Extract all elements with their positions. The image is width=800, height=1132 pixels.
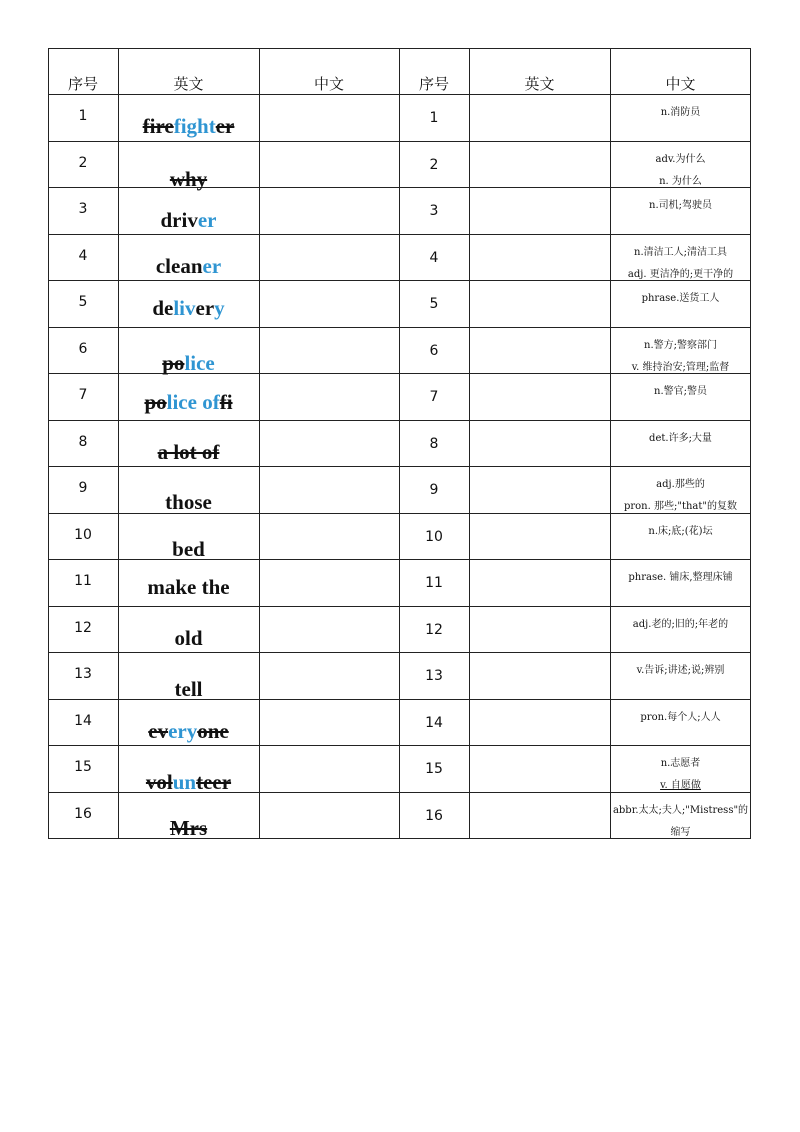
word-segment: teer xyxy=(196,770,232,794)
row-number-left: 9 xyxy=(78,479,88,496)
word-segment: old xyxy=(174,626,203,650)
definition-cell xyxy=(610,381,751,403)
header-left-english: 英文 xyxy=(173,74,204,93)
word-segment: er xyxy=(202,254,222,278)
definition-text: n. 为什么 xyxy=(659,176,702,187)
row-number-right: 13 xyxy=(425,667,443,684)
word-segment: fight xyxy=(173,114,216,138)
definition-text: v.告诉;讲述;说;辨别 xyxy=(636,665,725,676)
english-word xyxy=(118,536,259,562)
word-segment: ery xyxy=(168,719,198,743)
english-word xyxy=(118,389,259,415)
word-segment: er xyxy=(215,114,235,138)
word-segment: those xyxy=(165,490,212,514)
row-number-left: 7 xyxy=(78,386,88,403)
row-number-right: 16 xyxy=(425,807,443,824)
definition-cell xyxy=(610,195,751,217)
word-segment: bed xyxy=(172,537,205,561)
definition-text: phrase. 铺床,整理床铺 xyxy=(628,572,733,583)
word-segment: po xyxy=(162,351,185,375)
english-word xyxy=(118,350,259,376)
row-number-right: 6 xyxy=(429,342,439,359)
definition-text: adv.为什么 xyxy=(655,154,706,165)
definition-cell xyxy=(610,614,751,636)
header-right-number: 序号 xyxy=(418,74,449,93)
definition-cell xyxy=(610,335,751,379)
definition-text: phrase.送货工人 xyxy=(641,293,720,304)
row-number-left: 3 xyxy=(78,200,88,217)
english-word xyxy=(118,489,259,515)
definition-cell xyxy=(610,474,751,518)
word-segment: y xyxy=(214,296,225,320)
row-number-right: 2 xyxy=(429,156,439,173)
row-number-right: 15 xyxy=(425,760,443,777)
word-segment: er xyxy=(197,208,217,232)
word-segment: a lot of xyxy=(157,440,220,464)
row-number-left: 14 xyxy=(74,712,92,729)
row-number-left: 4 xyxy=(78,247,88,264)
english-word xyxy=(118,253,259,279)
definition-cell xyxy=(610,707,751,729)
row-number-left: 10 xyxy=(74,526,92,543)
row-number-right: 10 xyxy=(425,528,443,545)
row-number-left: 1 xyxy=(78,107,88,124)
word-segment: de xyxy=(152,296,174,320)
english-word xyxy=(118,113,259,139)
definition-cell xyxy=(610,242,751,286)
definition-text: v. 维持治安;管理;监督 xyxy=(631,362,730,373)
definition-text: pron. 那些;"that"的复数 xyxy=(623,501,737,512)
english-word xyxy=(118,676,259,702)
row-number-left: 2 xyxy=(78,154,88,171)
row-number-right: 1 xyxy=(429,109,439,126)
definition-text: n.志愿者 xyxy=(660,758,701,769)
definition-text: det.许多;大量 xyxy=(649,433,712,444)
word-segment: why xyxy=(169,167,208,191)
row-number-right: 14 xyxy=(425,714,443,731)
english-word xyxy=(118,207,259,233)
definition-cell xyxy=(610,567,751,589)
definition-text: adj. 更洁净的;更干净的 xyxy=(627,269,734,280)
definition-text: n.消防员 xyxy=(660,107,701,118)
definition-cell xyxy=(610,102,751,124)
english-word xyxy=(118,439,259,465)
definition-text: n.床;底;(花)坛 xyxy=(648,526,713,537)
english-word xyxy=(118,769,259,795)
english-word xyxy=(118,815,259,841)
row-number-right: 11 xyxy=(425,574,443,591)
row-number-left: 13 xyxy=(74,665,92,682)
header-left-chinese: 中文 xyxy=(313,74,344,93)
row-number-left: 6 xyxy=(78,340,88,357)
word-segment: lice of xyxy=(166,390,220,414)
row-number-right: 7 xyxy=(429,388,439,405)
word-segment: fi xyxy=(219,390,233,414)
word-segment: make the xyxy=(147,575,230,599)
column-divider xyxy=(259,48,260,838)
word-segment: driv xyxy=(160,208,198,232)
word-segment: er xyxy=(195,296,215,320)
row-number-right: 12 xyxy=(425,621,443,638)
row-number-right: 5 xyxy=(429,295,439,312)
english-word xyxy=(118,625,259,651)
definition-cell xyxy=(610,149,751,193)
word-segment: lice xyxy=(184,351,215,375)
definition-text: pron.每个人;人人 xyxy=(640,712,721,723)
row-number-left: 16 xyxy=(74,805,92,822)
definition-cell xyxy=(610,800,751,844)
word-segment: fire xyxy=(142,114,174,138)
word-segment: ev xyxy=(148,719,169,743)
row-number-right: 3 xyxy=(429,202,439,219)
header-right-english: 英文 xyxy=(524,74,555,93)
word-segment: Mrs xyxy=(169,816,208,840)
row-number-left: 15 xyxy=(74,758,92,775)
row-number-left: 5 xyxy=(78,293,88,310)
english-word xyxy=(118,295,259,321)
definition-text: v. 自愿做 xyxy=(660,780,701,791)
word-segment: clean xyxy=(155,254,203,278)
definition-text: n.警方;警察部门 xyxy=(644,340,717,351)
definition-cell xyxy=(610,521,751,543)
row-number-left: 8 xyxy=(78,433,88,450)
row-number-right: 8 xyxy=(429,435,439,452)
word-segment: tell xyxy=(174,677,203,701)
definition-text: n.清洁工人;清洁工具 xyxy=(634,247,727,258)
row-number-left: 11 xyxy=(74,572,92,589)
word-segment: vol xyxy=(145,770,173,794)
row-number-right: 4 xyxy=(429,249,439,266)
word-segment: one xyxy=(197,719,229,743)
row-number-right: 9 xyxy=(429,481,439,498)
definition-cell xyxy=(610,660,751,682)
definition-text: 缩写 xyxy=(670,827,691,838)
english-word xyxy=(118,166,259,192)
word-segment: po xyxy=(144,390,167,414)
word-segment: liv xyxy=(173,296,196,320)
word-segment: un xyxy=(172,770,197,794)
english-word xyxy=(118,718,259,744)
vocabulary-table xyxy=(48,48,751,838)
definition-text: n.警官;警员 xyxy=(654,386,707,397)
definition-cell xyxy=(610,288,751,310)
header-left-number: 序号 xyxy=(67,74,98,93)
definition-cell xyxy=(610,428,751,450)
definition-text: abbr.太太;夫人;"Mistress"的 xyxy=(612,805,749,816)
row-number-left: 12 xyxy=(74,619,92,636)
definition-text: adj.那些的 xyxy=(656,479,705,490)
definition-text: n.司机;驾驶员 xyxy=(649,200,712,211)
header-right-chinese: 中文 xyxy=(665,74,696,93)
english-word xyxy=(118,574,259,600)
definition-cell xyxy=(610,753,751,797)
column-divider xyxy=(469,48,470,838)
definition-text: adj.老的;旧的;年老的 xyxy=(632,619,729,630)
